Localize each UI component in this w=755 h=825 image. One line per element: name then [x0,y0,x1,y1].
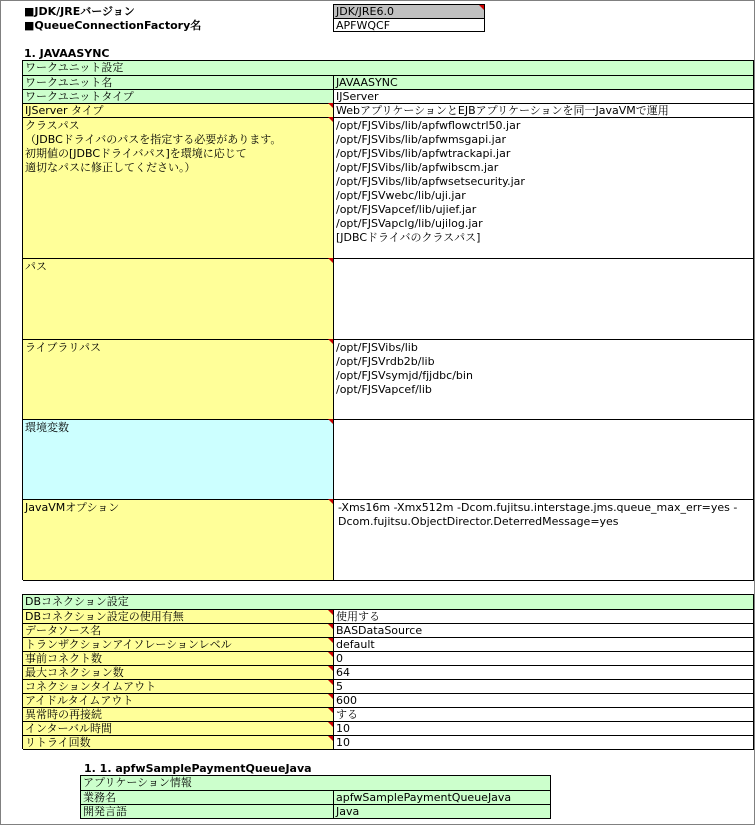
workunit-table [22,60,754,580]
classpath-entry: /opt/FJSVibs/lib/apfwtrackapi.jar [336,147,511,160]
classpath-entry: /opt/FJSVibs/lib/apfwflowctrl50.jar [336,119,521,132]
db-row-value[interactable]: 10 [334,736,754,750]
section-title-javaasync: 1. JAVAASYNC [24,47,110,60]
db-row-label: 最大コネクション数 [23,666,334,680]
classpath-label-line: 初期値の[JDBCドライバパス]を環境に応じて [25,147,247,160]
classpath-value[interactable] [334,118,754,259]
qcf-name-label: ■QueueConnectionFactory名 [24,19,202,32]
db-row-label: 異常時の再接続 [23,708,334,722]
jvm-option-value[interactable] [334,500,754,581]
jvm-option-label-text: JavaVMオプション [25,501,120,514]
path-label-text: パス [25,260,47,273]
library-path-value[interactable] [334,340,754,420]
classpath-entry: /opt/FJSVibs/lib/apfwibscm.jar [336,161,499,174]
db-row-label: インターバル時間 [23,722,334,736]
jvm-option-line: -Xms16m -Xmx512m -Dcom.fujitsu.interstage.jms.queue_max_err=yes - [338,501,738,514]
app-row-label: 業務名 [81,791,334,805]
app-row-value[interactable]: Java [334,805,551,819]
qcf-name-value[interactable]: APFWQCF [333,18,485,32]
app-row-value[interactable]: apfwSamplePaymentQueueJava [334,791,551,805]
app-info-header: アプリケーション情報 [81,776,551,791]
workunit-section-header: ワークユニット設定 [23,61,754,76]
workunit-type-label: ワークユニットタイプ [23,90,334,104]
comment-marker-icon [328,103,333,108]
comment-marker-icon [328,339,333,344]
comment-marker-icon [328,666,333,671]
library-path-entry: /opt/FJSVsymjd/fjjdbc/bin [336,369,473,382]
comment-marker-icon [328,499,333,504]
db-row-label: DBコネクション設定の使用有無 [23,610,334,624]
db-row-label: コネクションタイムアウト [23,680,334,694]
library-path-label-text: ライブラリパス [25,341,102,354]
jvm-option-label [23,500,334,581]
library-path-entry: /opt/FJSVibs/lib [336,341,418,354]
app-info-table [80,775,551,819]
comment-marker-icon [328,694,333,699]
jvm-option-line: Dcom.fujitsu.ObjectDirector.DeterredMessage=yes [338,515,619,528]
comment-marker-icon [328,736,333,741]
db-row-value[interactable]: 600 [334,694,754,708]
classpath-label [23,118,334,259]
comment-marker-icon [328,117,333,122]
db-row-value[interactable]: 5 [334,680,754,694]
classpath-entry: /opt/FJSVibs/lib/apfwsetsecurity.jar [336,175,525,188]
classpath-entry: /opt/FJSVibs/lib/apfwmsgapi.jar [336,133,506,146]
comment-marker-icon [328,258,333,263]
comment-marker-icon [479,5,484,10]
comment-marker-icon [328,722,333,727]
path-label [23,259,334,340]
ijserver-type-value[interactable]: WebアプリケーションとEJBアプリケーションを同一JavaVMで運用 [334,104,754,118]
workunit-name-value[interactable]: JAVAASYNC [334,76,754,90]
db-row-label: リトライ回数 [23,736,334,750]
app-row-label: 開発言語 [81,805,334,819]
env-variable-label-text: 環境変数 [25,421,69,434]
db-row-label: 事前コネクト数 [23,652,334,666]
db-row-label: データソース名 [23,624,334,638]
db-row-value[interactable]: 64 [334,666,754,680]
jdk-version-label: ■JDK/JREバージョン [24,5,135,18]
classpath-label-line: クラスパス [25,119,80,132]
env-variable-label [23,420,334,500]
db-row-label: アイドルタイムアウト [23,694,334,708]
classpath-entry: /opt/FJSVapclg/lib/ujilog.jar [336,217,483,230]
classpath-label-line: （JDBCドライバのパスを指定する必要があります。 [25,133,282,146]
classpath-entry: /opt/FJSVwebc/lib/uji.jar [336,189,466,202]
comment-marker-icon [328,680,333,685]
db-row-value[interactable]: 0 [334,652,754,666]
db-section-header: DBコネクション設定 [23,595,754,610]
workunit-type-value[interactable]: IJServer [334,90,754,104]
section-title-app: 1. 1. apfwSamplePaymentQueueJava [84,762,312,775]
classpath-entry: [JDBCドライバのクラスパス] [336,231,481,244]
db-row-value[interactable]: 使用する [334,610,754,624]
comment-marker-icon [328,652,333,657]
classpath-entry: /opt/FJSVapcef/lib/ujief.jar [336,203,477,216]
comment-marker-icon [328,708,333,713]
env-variable-value[interactable] [334,420,754,500]
library-path-entry: /opt/FJSVrdb2b/lib [336,355,435,368]
db-row-value[interactable]: 10 [334,722,754,736]
comment-marker-icon [328,624,333,629]
library-path-entry: /opt/FJSVapcef/lib [336,383,432,396]
db-row-label: トランザクションアイソレーションレベル [23,638,334,652]
classpath-label-line: 適切なパスに修正してください。） [25,161,196,174]
comment-marker-icon [328,419,333,424]
db-connection-table [22,594,754,749]
library-path-label [23,340,334,420]
db-row-value[interactable]: BASDataSource [334,624,754,638]
comment-marker-icon [328,610,333,615]
workunit-name-label: ワークユニット名 [23,76,334,90]
comment-marker-icon [328,638,333,643]
path-value[interactable] [334,259,754,340]
db-row-value[interactable]: する [334,708,754,722]
jdk-version-value[interactable]: JDK/JRE6.0 [333,4,485,19]
ijserver-type-label: IJServer タイプ [23,104,334,118]
db-row-value[interactable]: default [334,638,754,652]
